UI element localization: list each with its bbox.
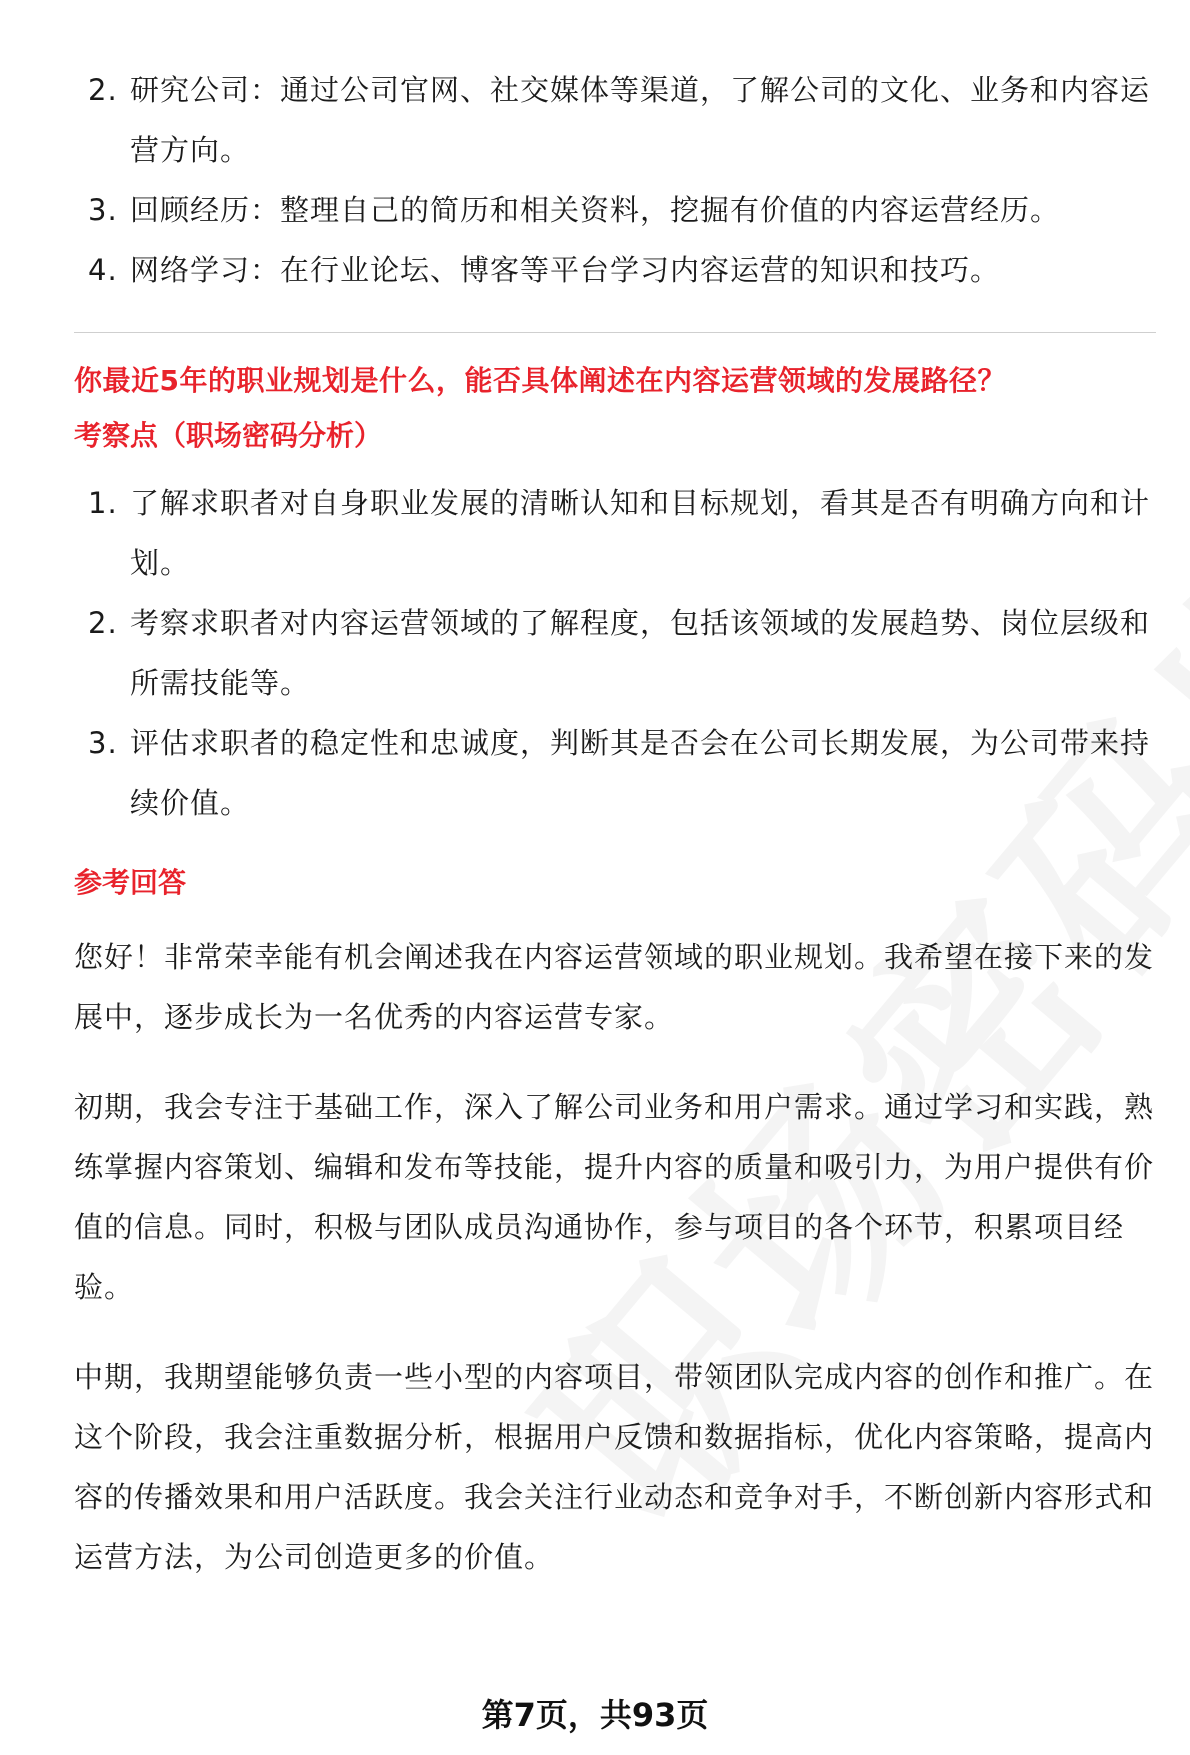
analysis-list — [74, 473, 1156, 833]
list-text: 考察求职者对内容运营领域的了解程度，包括该领域的发展趋势、岗位层级和所需技能等。 — [130, 606, 1151, 700]
answer-paragraph: 您好！非常荣幸能有机会阐述我在内容运营领域的职业规划。我希望在接下来的发展中，逐步成长为一名优秀的内容运营专家。 — [74, 940, 1155, 1034]
list-number: 3. — [88, 726, 118, 760]
content — [74, 60, 1156, 1617]
list-item — [74, 180, 1156, 240]
list-item — [74, 713, 1156, 833]
list-text: 评估求职者的稳定性和忠诚度，判断其是否会在公司长期发展，为公司带来持续价值。 — [130, 726, 1151, 820]
list-item — [74, 60, 1156, 180]
list-number: 2. — [88, 73, 118, 107]
list-text: 回顾经历：整理自己的简历和相关资料，挖掘有价值的内容运营经历。 — [130, 193, 1061, 227]
section-divider — [74, 332, 1156, 333]
list-number: 2. — [88, 606, 118, 640]
list-text: 研究公司：通过公司官网、社交媒体等渠道，了解公司的文化、业务和内容运营方向。 — [130, 73, 1151, 167]
analysis-heading: 考察点（职场密码分析） — [74, 419, 383, 452]
list-item — [74, 473, 1156, 593]
question-heading: 你最近5年的职业规划是什么，能否具体阐述在内容运营领域的发展路径？ — [74, 364, 1006, 397]
list-text: 网络学习：在行业论坛、博客等平台学习内容运营的知识和技巧。 — [130, 253, 1001, 287]
list-text: 了解求职者对自身职业发展的清晰认知和目标规划，看其是否有明确方向和计划。 — [130, 486, 1151, 580]
list-number: 4. — [88, 253, 118, 287]
page-number: 第7页，共93页 — [481, 1696, 709, 1734]
list-number: 3. — [88, 193, 118, 227]
answer-heading: 参考回答 — [74, 866, 187, 899]
intro-list — [74, 60, 1156, 300]
list-item — [74, 593, 1156, 713]
answer-paragraph: 中期，我期望能够负责一些小型的内容项目，带领团队完成内容的创作和推广。在这个阶段，我会注重数据分析，根据用户反馈和数据指标，优化内容策略，提高内容的传播效果和用户活跃度。我会关注行业动态和竞争对手，不断创新内容形式和运营方法，为公司创造更多的价值。 — [74, 1360, 1155, 1574]
answer-paragraph: 初期，我会专注于基础工作，深入了解公司业务和用户需求。通过学习和实践，熟练掌握内容策划、编辑和发布等技能，提升内容的质量和吸引力，为用户提供有价值的信息。同时，积极与团队成员沟通协作，参与项目的各个环节，积累项目经验。 — [74, 1090, 1155, 1304]
list-item — [74, 240, 1156, 300]
list-number: 1. — [88, 486, 118, 520]
